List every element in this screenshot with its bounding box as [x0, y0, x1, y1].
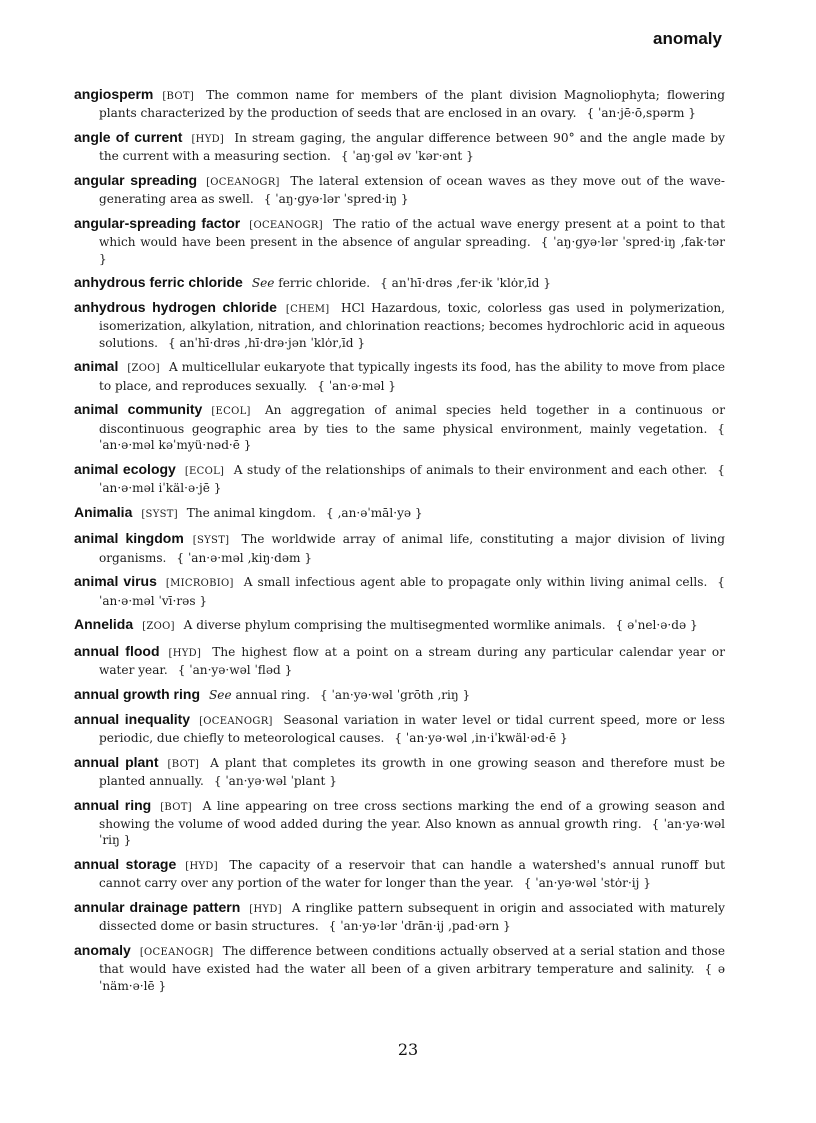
dictionary-entry — [74, 215, 725, 267]
dictionary-entry — [74, 358, 725, 394]
dictionary-entry — [74, 797, 725, 849]
entry-headword: animal — [74, 358, 119, 375]
entry-subject-label: [ZOO] — [127, 363, 161, 375]
entry-definition: The worldwide array of animal life, constituting a major division of living organisms. — [99, 532, 725, 565]
entry-definition: A small infectious agent able to propagate only within living animal cells. — [243, 575, 708, 590]
entry-definition: A ringlike pattern subsequent in origin and associated with maturely dissected dome or basin structures. — [99, 901, 725, 934]
entry-headword: annual growth ring — [74, 686, 200, 702]
entry-subject-label: [OCEANOGR] — [206, 177, 280, 188]
entry-subject-label: [SYST] — [141, 508, 178, 520]
dictionary-entry — [74, 504, 725, 523]
entry-subject-label: [SYST] — [192, 535, 230, 547]
entry-pronunciation: { ˈan·yə·wəl ˈplant } — [213, 774, 337, 788]
entry-headword: anomaly — [74, 942, 131, 958]
entry-definition: The ratio of the actual wave energy present at a point to that which would have been present in the absence of angular spreading. — [99, 217, 725, 250]
entry-pronunciation: { ˈan·yə·wəl ˈfləd } — [177, 663, 293, 678]
entry-headword: anhydrous ferric chloride — [74, 274, 243, 291]
entry-pronunciation: { əˈnäm·ə·lē } — [99, 962, 725, 993]
entry-pronunciation: { ˈan·yə·lər ˈdrān·ij ‚pad·ərn } — [328, 919, 511, 934]
entry-pronunciation: { anˈhī·drəs ‚fer·ik ˈklȯr‚īd } — [380, 276, 551, 291]
entry-subject-label: [OCEANOGR] — [249, 220, 323, 231]
entry-definition: A diverse phylum comprising the multisegmented wormlike animals. — [183, 618, 606, 633]
entry-subject-label: [ECOL] — [211, 406, 251, 418]
entry-headword: annual storage — [74, 856, 177, 872]
dictionary-entry — [74, 856, 725, 892]
entry-pronunciation: { anˈhī·drəs ‚hī·drə·jən ˈklȯr‚īd } — [168, 335, 366, 350]
running-head: anomaly — [653, 29, 722, 48]
entry-headword: annular drainage pattern — [74, 899, 241, 915]
dictionary-entry — [74, 86, 725, 122]
entry-headword: anhydrous hydrogen chloride — [74, 299, 277, 315]
entry-headword: animal community — [74, 401, 203, 418]
entry-pronunciation: { ˈan·yə·wəl ˈstȯr·ij } — [523, 876, 651, 891]
entry-headword: animal kingdom — [74, 530, 184, 547]
entry-headword: Annelida — [74, 616, 134, 633]
entry-headword: angular spreading — [74, 172, 198, 188]
page-number: 23 — [397, 1040, 419, 1059]
entry-definition: A study of the relationships of animals to their environment and each other. — [233, 462, 708, 477]
entry-headword: animal virus — [74, 573, 157, 590]
dictionary-entry — [74, 461, 725, 497]
entry-headword: Animalia — [74, 503, 133, 520]
dictionary-entry — [74, 942, 725, 994]
entry-definition: A plant that completes its growth in one growing season and therefore must be planted annually. — [99, 755, 725, 788]
dictionary-entry — [74, 899, 725, 935]
entry-pronunciation: { ˈan·ə·məl iˈkäl·ə·jē } — [99, 462, 725, 496]
entry-definition: ferric chloride. — [278, 276, 371, 291]
entry-subject-label: [OCEANOGR] — [139, 947, 214, 958]
entry-definition: The highest flow at a point on a stream during any particular calendar year or water year. — [99, 645, 725, 678]
entry-headword: angiosperm — [74, 86, 154, 102]
entry-definition: annual ring. — [235, 688, 310, 702]
entry-subject-label: [OCEANOGR] — [199, 715, 273, 727]
dictionary-entry — [74, 573, 725, 609]
entry-definition: The capacity of a reservoir that can handle a watershed's annual runoff but cannot carry over any portion of the water for longer than the year. — [99, 858, 725, 891]
entry-subject-label: [ECOL] — [184, 465, 225, 477]
entry-pronunciation: { ˈan·yə·wəl ˈriŋ } — [99, 817, 725, 848]
entry-definition: An aggregation of animal species held together in a continuous or discontinuous geographic area by ties to the same physical environment, mainly vegetation. — [99, 403, 725, 436]
entry-headword: angular-spreading factor — [74, 215, 241, 231]
entry-definition: In stream gaging, the angular difference between 90° and the angle made by the current with a measuring section. — [99, 131, 725, 164]
entry-pronunciation: { ˈan·ə·məl } — [317, 378, 397, 393]
entry-pronunciation: { ˈan·yə·wəl ‚in·iˈkwäl·əd·ē } — [394, 731, 568, 745]
dictionary-entry — [74, 274, 725, 291]
entry-headword: annual ring — [74, 796, 152, 813]
entry-definition: A line appearing on tree cross sections marking the end of a growing season and showing the volume of wood added during the year. Also known as annual growth ring. — [99, 798, 725, 831]
dictionary-entry — [74, 401, 725, 453]
entry-subject-label: [BOT] — [160, 801, 192, 813]
entry-subject-label: [BOT] — [162, 91, 195, 102]
entry-headword: annual flood — [74, 643, 160, 659]
entry-pronunciation: { ˈaŋ·gəl əv ˈkər·ənt } — [340, 149, 474, 164]
entry-pronunciation: { ˈaŋ·gyə·lər ˈspred·iŋ } — [263, 192, 409, 207]
entry-subject-label: [HYD] — [168, 648, 202, 659]
entry-subject-label: [BOT] — [167, 758, 200, 770]
entry-pronunciation: { ˈan·jē·ō‚spərm } — [586, 106, 696, 121]
entry-pronunciation: { ˈan·yə·wəl ˈgrōth ‚riŋ } — [320, 688, 471, 702]
entry-subject-label: [MICROBIO] — [165, 578, 234, 590]
dictionary-entry — [74, 530, 725, 566]
entry-see-reference: See — [209, 688, 232, 702]
entry-subject-label: [HYD] — [191, 134, 225, 145]
dictionary-entry — [74, 686, 725, 703]
dictionary-entry — [74, 129, 725, 165]
dictionary-entry — [74, 299, 725, 351]
entry-subject-label: [ZOO] — [142, 621, 175, 633]
dictionary-entry — [74, 711, 725, 747]
entry-headword: angle of current — [74, 129, 183, 145]
dictionary-entry — [74, 754, 725, 790]
entry-pronunciation: { əˈnel·ə·də } — [615, 618, 698, 633]
entry-definition: The lateral extension of ocean waves as they move out of the wave-generating area as swell. — [99, 174, 725, 207]
entry-headword: animal ecology — [74, 460, 176, 477]
entry-definition: The difference between conditions actually observed at a serial station and those that would have existed had the water all been of a given arbitrary temperature and salinity. — [99, 944, 725, 977]
entry-definition: The animal kingdom. — [186, 505, 316, 520]
entry-pronunciation: { ˈan·ə·məl ‚kiŋ·dəm } — [176, 550, 313, 565]
entry-headword: annual plant — [74, 753, 159, 770]
dictionary-entry — [74, 616, 725, 635]
entry-definition: HCl Hazardous, toxic, colorless gas used in polymerization, isomerization, alkylation, nitration, and chlorination reactions; becomes hydrochloric acid in aqueous solutions. — [99, 301, 725, 350]
entry-pronunciation: { ˈan·ə·məl ˈvī·rəs } — [99, 575, 725, 608]
entry-subject-label: [CHEM] — [285, 304, 330, 315]
entry-subject-label: [HYD] — [249, 904, 282, 915]
entry-subject-label: [HYD] — [185, 861, 218, 872]
entry-headword: annual inequality — [74, 710, 191, 727]
entry-pronunciation: { ˈaŋ·gyə·lər ˈspred·iŋ ‚fak·tər } — [99, 235, 725, 266]
entry-pronunciation: { ˈan·ə·məl kəˈmyü·nəd·ē } — [99, 421, 725, 453]
entry-definition: A multicellular eukaryote that typically ingests its food, has the ability to move from place to place, and reproduces sexually. — [99, 360, 725, 393]
entry-definition: The common name for members of the plant division Magnoliophyta; flowering plants characterized by the production of seeds that are enclosed in an ovary. — [99, 88, 725, 121]
entry-see-reference: See — [251, 276, 275, 291]
entry-pronunciation: { ‚an·əˈmāl·yə } — [325, 505, 423, 520]
entry-definition: Seasonal variation in water level or tidal current speed, more or less periodic, due chiefly to meteorological causes. — [99, 712, 725, 745]
dictionary-entry — [74, 643, 725, 679]
dictionary-entry — [74, 172, 725, 208]
entry-list — [74, 86, 725, 1001]
